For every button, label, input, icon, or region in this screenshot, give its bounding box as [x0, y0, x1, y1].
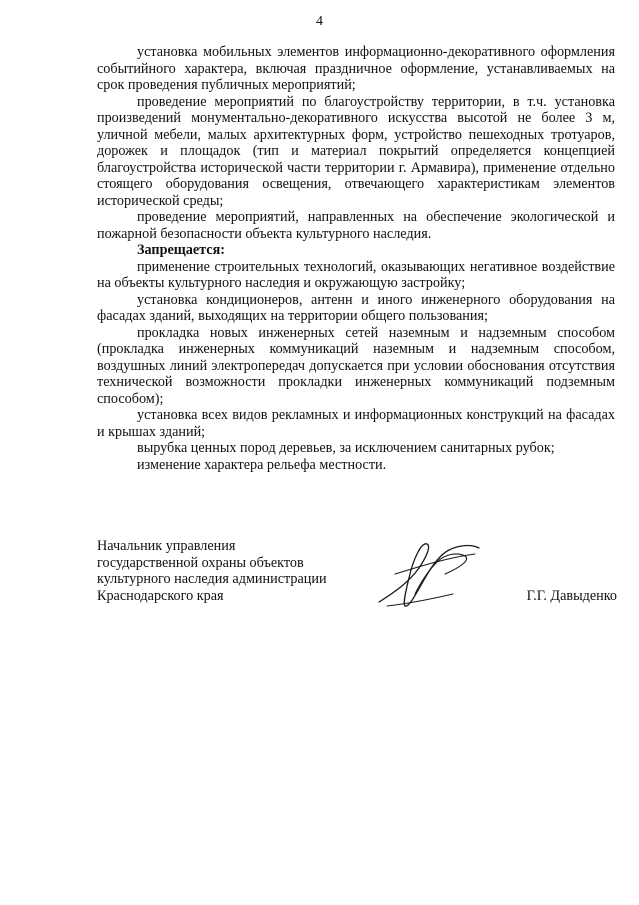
signatory-title-line: культурного наследия администрации	[97, 571, 327, 587]
prohibited-item-advertising: установка всех видов рекламных и информационных конструкций на фасадах и крышах зданий;	[97, 407, 615, 440]
page-number: 4	[316, 14, 323, 29]
signatory-name: Г.Г. Давыденко	[526, 588, 617, 604]
handwritten-signature	[375, 534, 485, 614]
document-body	[97, 44, 615, 473]
prohibited-item-technologies: применение строительных технологий, оказывающих негативное воздействие на объекты культурного наследия и окружающую застройку;	[97, 258, 615, 291]
prohibited-item-air-conditioners: установка кондиционеров, антенн и иного инженерного оборудования на фасадах зданий, выходящих на территории общего пользования;	[97, 291, 615, 324]
paragraph-safety: проведение мероприятий, направленных на обеспечение экологической и пожарной безопасности объекта культурного наследия.	[97, 209, 615, 242]
prohibited-item-relief: изменение характера рельефа местности.	[137, 456, 387, 473]
signatory-title	[97, 538, 367, 604]
prohibited-heading: Запрещается:	[137, 242, 225, 258]
signature-block	[97, 538, 617, 618]
signatory-title-line: Краснодарского края	[97, 587, 224, 604]
prohibited-item-utility-networks: прокладка новых инженерных сетей наземным и надземным способом (прокладка инженерных коммуникаций наземным и надземным способом, воздушных линий электропередач допускается при условии обоснования отсутствия технической возможности прокладки инженерных коммуникаций подземным способом);	[97, 324, 615, 407]
signatory-title-line: государственной охраны объектов	[97, 554, 304, 571]
paragraph-mobile-elements: установка мобильных элементов информационно-декоративного оформления событийного характера, включая праздничное оформление, устанавливаемых на срок проведения публичных мероприятий;	[97, 44, 615, 93]
paragraph-landscaping: проведение мероприятий по благоустройству территории, в т.ч. установка произведений монументально-декоративного искусства высотой не более 3 м, уличной мебели, малых архитектурных форм, устройство пешеходных тротуаров, дорожек и площадок (тип и материал покрытий определяется концепцией благоустройства исторической части территории г. Армавира), применение отдельно стоящего оборудования освещения, отвечающего характеристикам элементов исторической среды;	[97, 93, 615, 209]
signatory-title-line: Начальник управления	[97, 538, 236, 554]
prohibited-item-tree-felling: вырубка ценных пород деревьев, за исключением санитарных рубок;	[137, 440, 555, 456]
